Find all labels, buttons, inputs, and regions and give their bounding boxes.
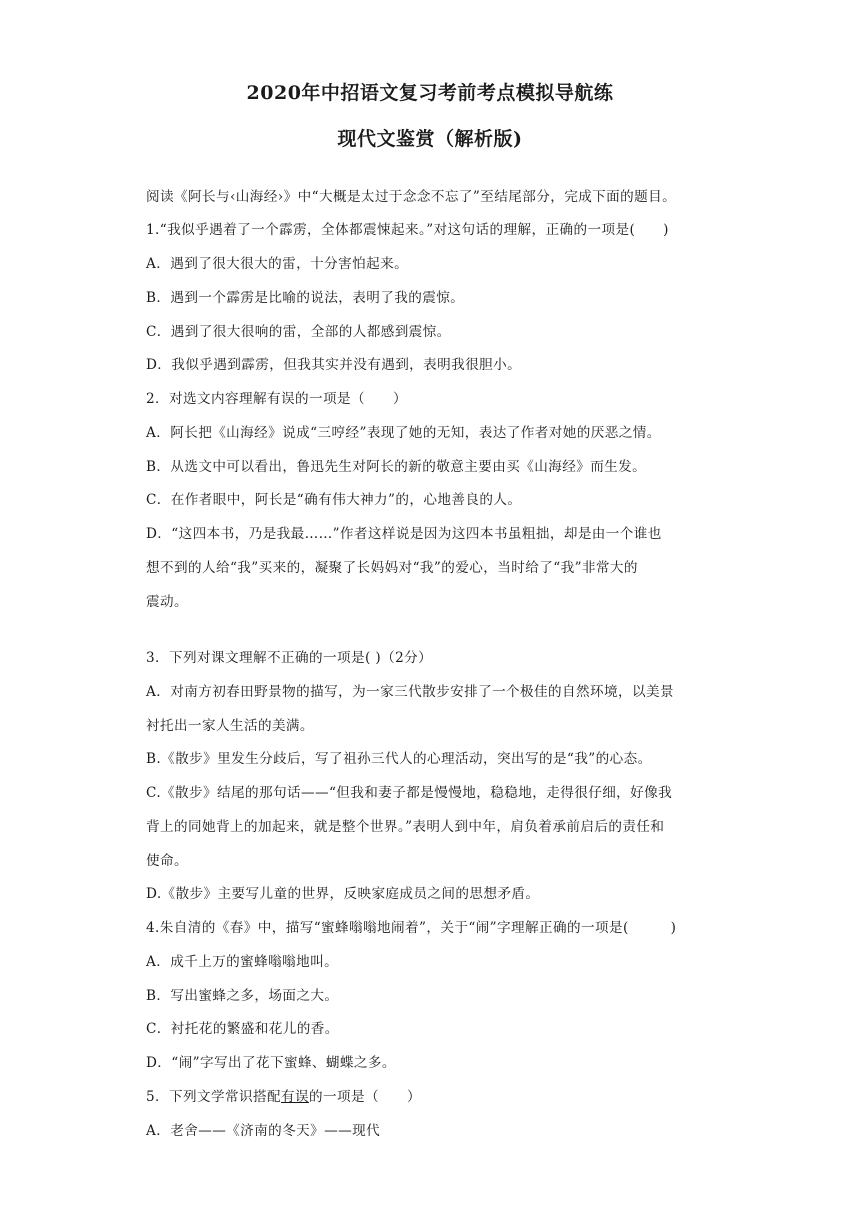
q2-option-d-line2: 想不到的人给“我”买来的，凝聚了长妈妈对“我”的爱心，当时给了“我”非常大的 bbox=[146, 560, 638, 576]
q1-option-d: D．我似乎遇到霹雳，但我其实并没有遇到，表明我很胆小。 bbox=[146, 357, 522, 373]
q4-option-c: C．衬托花的繁盛和花儿的香。 bbox=[146, 1021, 339, 1037]
q2-option-d-line1: D．“这四本书，乃是我最……”作者这样说是因为这四本书虽粗拙，却是由一个谁也 bbox=[146, 526, 662, 542]
q5-option-a: A．老舍——《济南的冬天》——现代 bbox=[146, 1123, 381, 1139]
q2-stem: 2．对选文内容理解有误的一项是（ ） bbox=[146, 391, 407, 407]
q5-stem-underlined: 有误 bbox=[281, 1089, 309, 1105]
q1-option-a: A．遇到了很大很大的雷，十分害怕起来。 bbox=[146, 256, 409, 272]
q1-stem: 1.“我似乎遇着了一个霹雳，全体都震悚起来。”对这句话的理解，正确的一项是( ) bbox=[146, 222, 669, 238]
document-title: 2020年中招语文复习考前考点模拟导航练 bbox=[246, 82, 614, 104]
q2-option-a: A．阿长把《山海经》说成“三哼经”表现了她的无知，表达了作者对她的厌恶之情。 bbox=[146, 425, 661, 441]
q3-option-c-line2: 背上的同她背上的加起来，就是整个世界。”表明人到中年，肩负着承前启后的责任和 bbox=[146, 819, 665, 835]
q3-stem: 3．下列对课文理解不正确的一项是( )（2分） bbox=[146, 650, 433, 666]
q3-option-a-line1: A．对南方初春田野景物的描写，为一家三代散步安排了一个极佳的自然环境，以美景 bbox=[146, 684, 674, 700]
q2-option-d-line3: 震动。 bbox=[146, 594, 188, 610]
q3-option-b: B.《散步》里发生分歧后，写了祖孙三代人的心理活动，突出写的是“我”的心态。 bbox=[146, 751, 652, 767]
q5-stem-before: 5．下列文学常识搭配 bbox=[146, 1089, 281, 1105]
q3-option-d: D.《散步》主要写儿童的世界，反映家庭成员之间的思想矛盾。 bbox=[146, 886, 540, 902]
q4-option-d: D．“闹”字写出了花下蜜蜂、蝴蝶之多。 bbox=[146, 1055, 396, 1071]
q4-stem: 4.朱自清的《春》中，描写“蜜蜂嗡嗡地闹着”，关于“闹”字理解正确的一项是( ) bbox=[146, 920, 677, 936]
q3-option-a-line2: 衬托出一家人生活的美满。 bbox=[146, 718, 314, 734]
q4-option-a: A．成千上万的蜜蜂嗡嗡地叫。 bbox=[146, 954, 339, 970]
q3-option-c-line1: C.《散步》结尾的那句话——“但我和妻子都是慢慢地，稳稳地，走得很仔细，好像我 bbox=[146, 785, 673, 801]
reading-instruction: 阅读《阿长与‹山海经›》中“大概是太过于念念不忘了”至结尾部分，完成下面的题目。 bbox=[146, 189, 677, 205]
q5-stem-after: 的一项是（ ） bbox=[309, 1089, 421, 1105]
q2-option-b: B．从选文中可以看出，鲁迅先生对阿长的新的敬意主要由买《山海经》而生发。 bbox=[146, 459, 647, 475]
document-subtitle: 现代文鉴赏（解析版) bbox=[337, 128, 523, 150]
q5-stem bbox=[146, 1087, 421, 1107]
q4-option-b: B．写出蜜蜂之多，场面之大。 bbox=[146, 988, 339, 1004]
q1-option-b: B．遇到一个霹雳是比喻的说法，表明了我的震惊。 bbox=[146, 290, 465, 306]
q2-option-c: C．在作者眼中，阿长是“确有伟大神力”的，心地善良的人。 bbox=[146, 492, 522, 508]
q3-option-c-line3: 使命。 bbox=[146, 853, 188, 869]
q1-option-c: C．遇到了很大很响的雷，全部的人都感到震惊。 bbox=[146, 324, 451, 340]
